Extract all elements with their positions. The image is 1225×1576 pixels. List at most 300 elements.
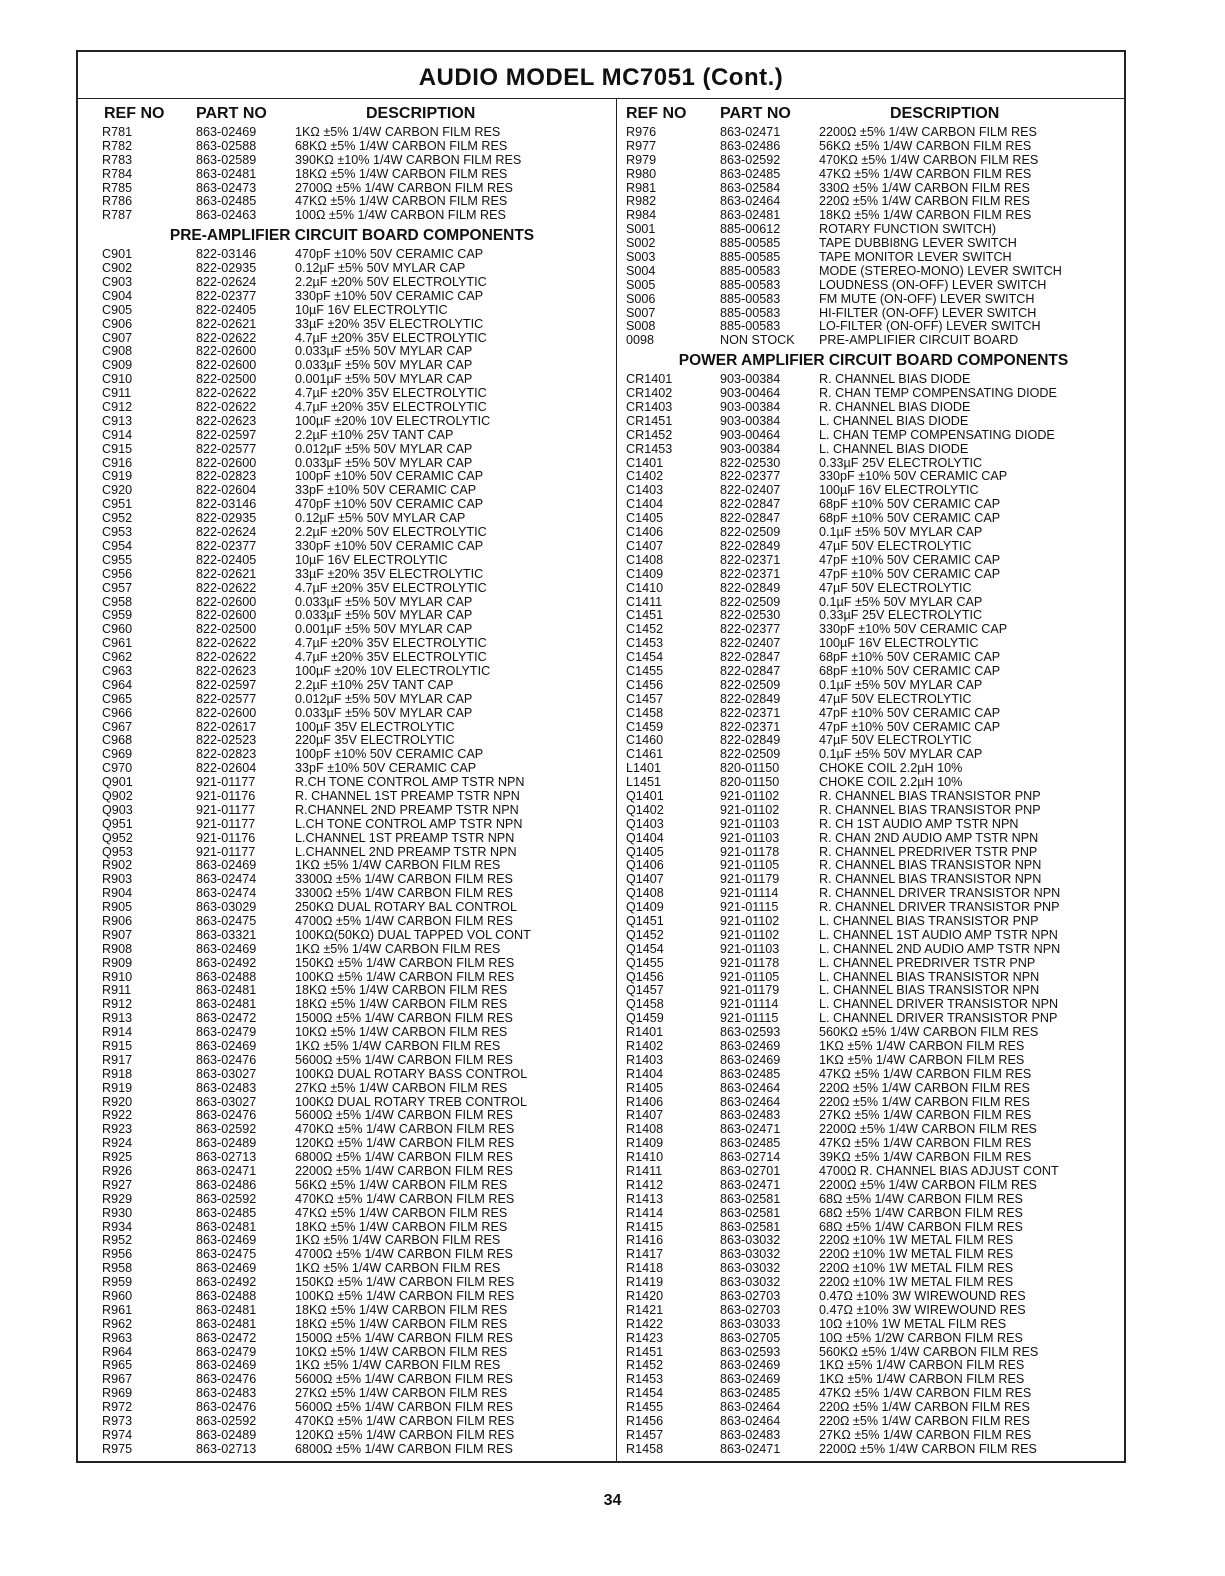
part-row xyxy=(102,332,602,346)
description: 220Ω ±10% 1W METAL FILM RES xyxy=(819,1261,1014,1276)
part-row xyxy=(102,776,602,790)
part-no: 863-02474 xyxy=(196,886,257,901)
ref-no: CR1403 xyxy=(626,400,673,415)
part-no: 921-01102 xyxy=(720,913,780,928)
part-no: 863-02488 xyxy=(196,969,257,984)
ref-no: C955 xyxy=(102,552,133,567)
part-row xyxy=(102,1054,602,1068)
part-no: 863-02471 xyxy=(720,125,781,139)
ref-no: R982 xyxy=(626,194,657,209)
part-no: 921-01103 xyxy=(720,830,780,845)
part-no: 822-02622 xyxy=(196,330,257,345)
description: 5600Ω ±5% 1/4W CARBON FILM RES xyxy=(295,1052,513,1067)
part-no: 863-02481 xyxy=(196,166,257,181)
description: 100KΩ ±5% 1/4W CARBON FILM RES xyxy=(295,969,515,984)
description: 250KΩ DUAL ROTARY BAL CONTROL xyxy=(295,900,517,915)
ref-no: C1461 xyxy=(626,747,664,762)
part-no: 863-02488 xyxy=(196,1289,257,1304)
description: 6800Ω ±5% 1/4W CARBON FILM RES xyxy=(295,1441,513,1456)
description: 1KΩ ±5% 1/4W CARBON FILM RES xyxy=(295,125,501,139)
description: R. CHANNEL BIAS TRANSISTOR PNP xyxy=(819,788,1041,803)
description: 100µF ±20% 10V ELECTROLYTIC xyxy=(295,663,491,678)
part-no: 822-02509 xyxy=(720,677,781,692)
part-row xyxy=(626,776,1121,790)
part-no: 822-02371 xyxy=(720,566,781,581)
description: 2200Ω ±5% 1/4W CARBON FILM RES xyxy=(295,1164,513,1179)
ref-no: R925 xyxy=(102,1150,133,1165)
part-no: 822-02624 xyxy=(196,525,257,540)
part-no: 822-02407 xyxy=(720,483,781,498)
part-no: 921-01115 xyxy=(720,1011,779,1026)
part-row xyxy=(102,1012,602,1026)
part-row xyxy=(626,846,1121,860)
ref-no: R915 xyxy=(102,1039,133,1053)
description: 27KΩ ±5% 1/4W CARBON FILM RES xyxy=(819,1427,1032,1442)
description: 0.12µF ±5% 50V MYLAR CAP xyxy=(295,261,466,276)
description: 47pF ±10% 50V CERAMIC CAP xyxy=(819,552,1001,567)
part-no: 863-02486 xyxy=(720,138,781,153)
ref-no: R913 xyxy=(102,1011,133,1026)
part-no: 863-02581 xyxy=(720,1205,781,1220)
ref-no: R784 xyxy=(102,166,133,181)
ref-no: C957 xyxy=(102,580,133,595)
description: 10Ω ±10% 1W METAL FILM RES xyxy=(819,1316,1007,1331)
part-row xyxy=(102,262,602,276)
part-no: 863-02469 xyxy=(196,125,257,139)
part-row xyxy=(102,140,602,154)
ref-no: Q953 xyxy=(102,844,133,859)
ref-no: R786 xyxy=(102,194,133,209)
description: 5600Ω ±5% 1/4W CARBON FILM RES xyxy=(295,1372,513,1387)
description: R. CHANNEL BIAS DIODE xyxy=(819,372,971,387)
description: 150KΩ ±5% 1/4W CARBON FILM RES xyxy=(295,955,515,970)
part-row xyxy=(626,929,1121,943)
description: R. CHAN 2ND AUDIO AMP TSTR NPN xyxy=(819,830,1039,845)
ref-no: R977 xyxy=(626,138,657,153)
part-row xyxy=(102,540,602,554)
ref-no: R1408 xyxy=(626,1122,664,1137)
part-no: 863-02714 xyxy=(720,1150,781,1165)
ref-no: C1460 xyxy=(626,733,664,748)
description: L.CHANNEL 2ND PREAMP TSTR NPN xyxy=(295,844,517,859)
part-no: 822-02623 xyxy=(196,663,257,678)
part-row xyxy=(102,887,602,901)
part-row xyxy=(102,1276,602,1290)
ref-no: C911 xyxy=(102,386,132,401)
description: 470pF ±10% 50V CERAMIC CAP xyxy=(295,247,484,262)
part-row xyxy=(102,1290,602,1304)
description: CHOKE COIL 2.2µH 10% xyxy=(819,761,963,776)
part-row xyxy=(102,915,602,929)
part-no: 822-02823 xyxy=(196,469,257,484)
description: 47pF ±10% 50V CERAMIC CAP xyxy=(819,705,1001,720)
description: 100µF ±20% 10V ELECTROLYTIC xyxy=(295,413,491,428)
ref-no: Q1404 xyxy=(626,830,664,845)
part-row xyxy=(626,804,1121,818)
part-no: 885-00583 xyxy=(720,263,781,278)
ref-no: R783 xyxy=(102,152,133,167)
part-row xyxy=(102,1096,602,1110)
description: 4.7µF ±20% 35V ELECTROLYTIC xyxy=(295,330,487,345)
part-no: 921-01103 xyxy=(720,816,780,831)
ref-no: R956 xyxy=(102,1247,133,1262)
ref-no: R963 xyxy=(102,1330,133,1345)
part-row xyxy=(102,873,602,887)
part-no: 822-02523 xyxy=(196,733,257,748)
description: LO-FILTER (ON-OFF) LEVER SWITCH xyxy=(819,319,1041,334)
part-row xyxy=(626,1096,1121,1110)
part-no: 863-02469 xyxy=(196,1039,257,1053)
part-row xyxy=(102,984,602,998)
ref-no: R973 xyxy=(102,1414,133,1429)
description: 68Ω ±5% 1/4W CARBON FILM RES xyxy=(819,1219,1023,1234)
ref-no: R1401 xyxy=(626,1025,664,1040)
ref-no: C956 xyxy=(102,566,133,581)
description: 0.033µF ±5% 50V MYLAR CAP xyxy=(295,594,473,609)
description: 150KΩ ±5% 1/4W CARBON FILM RES xyxy=(295,1275,515,1290)
part-no: 822-02600 xyxy=(196,594,257,609)
part-row xyxy=(626,1387,1121,1401)
ref-no: C966 xyxy=(102,705,133,720)
part-no: 822-02621 xyxy=(196,566,257,581)
part-row xyxy=(102,457,602,471)
description: 68pF ±10% 50V CERAMIC CAP xyxy=(819,663,1001,678)
part-no: 863-02473 xyxy=(196,180,257,195)
part-row xyxy=(102,1109,602,1123)
part-row xyxy=(102,248,602,262)
part-no: 863-02481 xyxy=(196,997,257,1012)
ref-no: R917 xyxy=(102,1052,133,1067)
part-no: 822-02500 xyxy=(196,622,257,637)
ref-no: CR1452 xyxy=(626,427,673,442)
description: 0.47Ω ±10% 3W WIREWOUND RES xyxy=(819,1302,1026,1317)
ref-no: C965 xyxy=(102,691,133,706)
ref-no: R902 xyxy=(102,858,133,873)
description: 56KΩ ±5% 1/4W CARBON FILM RES xyxy=(819,138,1032,153)
ref-no: R782 xyxy=(102,138,133,153)
ref-no: R1456 xyxy=(626,1414,664,1429)
part-no: 822-02509 xyxy=(720,594,781,609)
part-no: 903-00464 xyxy=(720,386,781,401)
ref-no: R1410 xyxy=(626,1150,664,1165)
part-no: 822-02377 xyxy=(196,288,257,303)
description: 220Ω ±5% 1/4W CARBON FILM RES xyxy=(819,1094,1030,1109)
part-no: 863-02592 xyxy=(196,1414,257,1429)
ref-no: R1406 xyxy=(626,1094,664,1109)
description: 47KΩ ±5% 1/4W CARBON FILM RES xyxy=(819,1386,1032,1401)
part-no: 863-02475 xyxy=(196,913,257,928)
part-row xyxy=(102,1429,602,1443)
part-row xyxy=(102,373,602,387)
part-no: 921-01176 xyxy=(196,788,256,803)
part-no: 863-02469 xyxy=(196,1233,257,1248)
part-row xyxy=(626,748,1121,762)
description: 220Ω ±10% 1W METAL FILM RES xyxy=(819,1247,1014,1262)
part-no: 863-02483 xyxy=(196,1080,257,1095)
ref-no: R964 xyxy=(102,1344,133,1359)
description: 47KΩ ±5% 1/4W CARBON FILM RES xyxy=(295,1205,508,1220)
part-no: 863-02588 xyxy=(196,138,257,153)
description: 470pF ±10% 50V CERAMIC CAP xyxy=(295,497,484,512)
description: HI-FILTER (ON-OFF) LEVER SWITCH xyxy=(819,305,1037,320)
description: 2.2µF ±10% 25V TANT CAP xyxy=(295,677,454,692)
part-no: 822-02600 xyxy=(196,608,257,623)
part-no: 863-03027 xyxy=(196,1094,257,1109)
ref-no: Q1407 xyxy=(626,872,664,887)
part-row xyxy=(626,1234,1121,1248)
description: 47KΩ ±5% 1/4W CARBON FILM RES xyxy=(295,194,508,209)
description: 0.033µF ±5% 50V MYLAR CAP xyxy=(295,608,473,623)
ref-no: R1458 xyxy=(626,1441,664,1456)
ref-no: R927 xyxy=(102,1177,133,1192)
ref-no: R911 xyxy=(102,983,132,998)
ref-no: R924 xyxy=(102,1136,133,1151)
description: 18KΩ ±5% 1/4W CARBON FILM RES xyxy=(295,1219,508,1234)
ref-no: C970 xyxy=(102,761,133,776)
ref-no: Q1403 xyxy=(626,816,664,831)
part-row xyxy=(626,832,1121,846)
part-row xyxy=(102,943,602,957)
part-row xyxy=(626,679,1121,693)
part-row xyxy=(102,609,602,623)
ref-no: Q1457 xyxy=(626,983,664,998)
ref-no: R1404 xyxy=(626,1066,664,1081)
ref-no: C959 xyxy=(102,608,133,623)
part-row xyxy=(102,1262,602,1276)
part-row xyxy=(102,1082,602,1096)
part-no: 822-02847 xyxy=(720,663,781,678)
ref-no: R984 xyxy=(626,208,657,223)
ref-no: Q901 xyxy=(102,775,133,790)
part-no: 863-02593 xyxy=(720,1025,781,1040)
part-row xyxy=(102,832,602,846)
part-row xyxy=(102,998,602,1012)
ref-no: R1405 xyxy=(626,1080,664,1095)
part-row xyxy=(626,582,1121,596)
ref-no: C1411 xyxy=(626,594,663,609)
part-row xyxy=(626,1401,1121,1415)
part-no: 921-01177 xyxy=(196,775,256,790)
part-row xyxy=(102,665,602,679)
description: 1KΩ ±5% 1/4W CARBON FILM RES xyxy=(295,1261,501,1276)
description: 47pF ±10% 50V CERAMIC CAP xyxy=(819,566,1001,581)
description: 1500Ω ±5% 1/4W CARBON FILM RES xyxy=(295,1330,513,1345)
ref-no: C1452 xyxy=(626,622,664,637)
description: 4700Ω ±5% 1/4W CARBON FILM RES xyxy=(295,1247,513,1262)
part-row xyxy=(102,1123,602,1137)
part-row xyxy=(102,734,602,748)
description: R. CHANNEL BIAS DIODE xyxy=(819,400,971,415)
part-row xyxy=(102,859,602,873)
description: 0.033µF ±5% 50V MYLAR CAP xyxy=(295,705,473,720)
page-number: 34 xyxy=(603,1492,622,1509)
ref-no: Q1454 xyxy=(626,941,664,956)
part-no: 822-02405 xyxy=(196,302,257,317)
part-no: 863-02703 xyxy=(720,1302,781,1317)
ref-no: R965 xyxy=(102,1358,133,1373)
part-row xyxy=(626,707,1121,721)
part-row xyxy=(626,596,1121,610)
part-no: 822-02623 xyxy=(196,413,257,428)
part-row xyxy=(102,290,602,304)
part-row xyxy=(102,276,602,290)
part-no: 921-01176 xyxy=(196,830,256,845)
part-row xyxy=(626,470,1121,484)
part-no: 863-02481 xyxy=(196,1219,257,1234)
description: 0.1µF ±5% 50V MYLAR CAP xyxy=(819,594,983,609)
description: 0.1µF ±5% 50V MYLAR CAP xyxy=(819,677,983,692)
ref-no: R1418 xyxy=(626,1261,664,1276)
part-no: 863-03032 xyxy=(720,1247,781,1262)
part-no: 822-02597 xyxy=(196,427,257,442)
description: 100pF ±10% 50V CERAMIC CAP xyxy=(295,469,484,484)
description: 220µF 35V ELECTROLYTIC xyxy=(295,733,455,748)
part-no: 822-02935 xyxy=(196,261,257,276)
ref-no: L1401 xyxy=(626,761,662,776)
ref-no: C1406 xyxy=(626,525,664,540)
part-no: 863-02485 xyxy=(196,1205,257,1220)
description: 27KΩ ±5% 1/4W CARBON FILM RES xyxy=(295,1386,508,1401)
ref-no: C1407 xyxy=(626,538,664,553)
description: 220Ω ±5% 1/4W CARBON FILM RES xyxy=(819,1414,1030,1429)
description: 68KΩ ±5% 1/4W CARBON FILM RES xyxy=(295,138,508,153)
ref-no: R934 xyxy=(102,1219,133,1234)
ref-no: C910 xyxy=(102,372,133,387)
part-no: 863-02589 xyxy=(196,152,257,167)
ref-no: C914 xyxy=(102,427,133,442)
part-row xyxy=(626,126,1121,140)
description: 1500Ω ±5% 1/4W CARBON FILM RES xyxy=(295,1011,513,1026)
description: 68Ω ±5% 1/4W CARBON FILM RES xyxy=(819,1191,1023,1206)
part-row xyxy=(102,209,602,223)
part-row xyxy=(102,637,602,651)
description: 68pF ±10% 50V CERAMIC CAP xyxy=(819,650,1001,665)
ref-no: C1410 xyxy=(626,580,664,595)
description: 100KΩ(50KΩ) DUAL TAPPED VOL CONT xyxy=(295,927,531,942)
part-row xyxy=(102,846,602,860)
part-row xyxy=(626,182,1121,196)
ref-no: C915 xyxy=(102,441,133,456)
part-row xyxy=(626,1332,1121,1346)
part-row xyxy=(626,1290,1121,1304)
part-no: 822-02604 xyxy=(196,483,257,498)
ref-no: C964 xyxy=(102,677,133,692)
ref-no: C958 xyxy=(102,594,133,609)
part-no: 822-03146 xyxy=(196,247,257,262)
ref-no: C963 xyxy=(102,663,133,678)
description: 100Ω ±5% 1/4W CARBON FILM RES xyxy=(295,208,506,223)
part-no: 863-02469 xyxy=(720,1052,781,1067)
part-row xyxy=(102,526,602,540)
ref-no: R929 xyxy=(102,1191,133,1206)
description: 10Ω ±5% 1/2W CARBON FILM RES xyxy=(819,1330,1023,1345)
description: 100KΩ DUAL ROTARY BASS CONTROL xyxy=(295,1066,528,1081)
description: L. CHAN TEMP COMPENSATING DIODE xyxy=(819,427,1055,442)
ref-no: R979 xyxy=(626,152,657,167)
part-row xyxy=(626,237,1121,251)
description: 10µF 16V ELECTROLYTIC xyxy=(295,552,448,567)
ref-no: R967 xyxy=(102,1372,133,1387)
part-row xyxy=(102,1401,602,1415)
part-row xyxy=(102,790,602,804)
description: LOUDNESS (ON-OFF) LEVER SWITCH xyxy=(819,277,1047,292)
title-divider xyxy=(78,98,1124,99)
part-row xyxy=(626,1026,1121,1040)
part-no: 822-02622 xyxy=(196,386,257,401)
part-row xyxy=(626,498,1121,512)
part-row xyxy=(102,195,602,209)
part-no: 921-01178 xyxy=(720,955,780,970)
description: 56KΩ ±5% 1/4W CARBON FILM RES xyxy=(295,1177,508,1192)
part-row xyxy=(102,804,602,818)
description: 0.1µF ±5% 50V MYLAR CAP xyxy=(819,525,983,540)
part-row xyxy=(102,1221,602,1235)
description: 2200Ω ±5% 1/4W CARBON FILM RES xyxy=(819,1122,1037,1137)
description: 2200Ω ±5% 1/4W CARBON FILM RES xyxy=(819,125,1037,139)
part-no: 863-03029 xyxy=(196,900,257,915)
description: 0.1µF ±5% 50V MYLAR CAP xyxy=(819,747,983,762)
description: 220Ω ±5% 1/4W CARBON FILM RES xyxy=(819,194,1030,209)
part-no: 822-02600 xyxy=(196,455,257,470)
part-no: 863-02463 xyxy=(196,208,257,223)
part-no: 863-03032 xyxy=(720,1275,781,1290)
description: 470KΩ ±5% 1/4W CARBON FILM RES xyxy=(819,152,1039,167)
parts-list-frame xyxy=(76,50,1126,1463)
description: L.CH TONE CONTROL AMP TSTR NPN xyxy=(295,816,523,831)
ref-no: Q1455 xyxy=(626,955,664,970)
header-part-no: PART NO xyxy=(720,105,791,122)
part-row xyxy=(102,1415,602,1429)
part-row xyxy=(626,307,1121,321)
part-row xyxy=(626,540,1121,554)
ref-no: C912 xyxy=(102,400,133,415)
ref-no: C1454 xyxy=(626,650,664,665)
description: L. CHANNEL BIAS DIODE xyxy=(819,413,969,428)
ref-no: R958 xyxy=(102,1261,133,1276)
ref-no: R961 xyxy=(102,1302,133,1317)
part-row xyxy=(626,1179,1121,1193)
ref-no: R919 xyxy=(102,1080,133,1095)
part-row xyxy=(102,168,602,182)
header-ref-no: REF NO xyxy=(626,105,687,122)
part-no: 822-02622 xyxy=(196,580,257,595)
part-row xyxy=(626,1193,1121,1207)
description: L.CHANNEL 1ST PREAMP TSTR NPN xyxy=(295,830,515,845)
description: 0.47Ω ±10% 3W WIREWOUND RES xyxy=(819,1289,1026,1304)
part-row xyxy=(626,637,1121,651)
part-no: 822-02600 xyxy=(196,344,257,359)
ref-no: C1403 xyxy=(626,483,664,498)
part-no: 822-02405 xyxy=(196,552,257,567)
ref-no: C916 xyxy=(102,455,133,470)
part-row xyxy=(626,984,1121,998)
part-row xyxy=(626,195,1121,209)
ref-no: C1404 xyxy=(626,497,664,512)
description: PRE-AMPLIFIER CIRCUIT BOARD xyxy=(819,333,1019,348)
description: 100µF 35V ELECTROLYTIC xyxy=(295,719,455,734)
description: R. CHAN TEMP COMPENSATING DIODE xyxy=(819,386,1057,401)
part-no: 822-02849 xyxy=(720,580,781,595)
part-no: 863-02483 xyxy=(196,1386,257,1401)
ref-no: R787 xyxy=(102,208,133,223)
ref-no: CR1451 xyxy=(626,413,673,428)
part-row xyxy=(626,943,1121,957)
ref-no: C954 xyxy=(102,538,133,553)
part-no: 863-02485 xyxy=(720,166,781,181)
part-no: 863-02476 xyxy=(196,1400,257,1415)
part-no: 903-00384 xyxy=(720,400,781,415)
header-description: DESCRIPTION xyxy=(366,105,476,122)
